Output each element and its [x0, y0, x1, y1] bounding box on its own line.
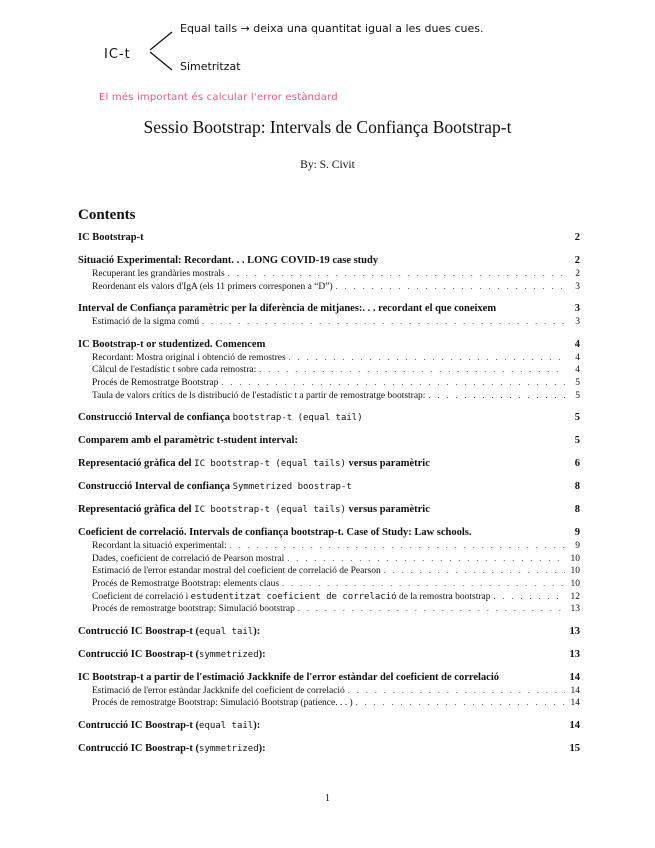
- toc-entry-title: Representació gràfica del IC bootstrap-t (equal tails) versus paramètric: [78, 504, 430, 516]
- toc-dot-leader: [287, 554, 565, 563]
- document-title: Sessio Bootstrap: Intervals de Confiança Bootstrap-t: [143, 117, 512, 137]
- toc-page-number: 5: [574, 435, 580, 447]
- handwritten-ic-label: IC-t: [104, 47, 131, 62]
- toc-page-number: 3: [575, 281, 580, 292]
- toc-page-number: 14: [569, 671, 580, 683]
- toc-page-number: 2: [574, 255, 580, 266]
- toc-entry-title: Estimació de l'error estàndar Jackknife del coeficient de correlació: [92, 685, 345, 696]
- toc-section-link[interactable]: [78, 649, 580, 663]
- toc-page-number: 6: [574, 458, 580, 470]
- toc-dot-leader: [356, 698, 565, 707]
- toc-page-number: 3: [575, 317, 580, 328]
- toc-entry-title: Recuperant les grandàries mostrals: [92, 269, 225, 279]
- toc-entry-title: Coeficient de correlació. Intervals de confiança bootstrap-t. Case of Study: Law schools.: [78, 527, 472, 539]
- toc-dot-leader: [221, 378, 565, 387]
- toc-page-number: 13: [569, 648, 580, 660]
- toc-entry-title: IC Bootstrap-t or studentized. Comencem: [78, 338, 266, 350]
- toc-page-number: 10: [570, 578, 580, 589]
- toc-section-link[interactable]: [78, 339, 580, 353]
- toc-dot-leader: [384, 566, 565, 575]
- toc-entry-title: Situació Experimental: Recordant. . . LONG COVID-19 case study: [78, 255, 379, 266]
- toc-dot-leader: [282, 579, 565, 588]
- toc-page-number: 14: [569, 719, 580, 731]
- toc-dot-leader: [230, 541, 565, 550]
- toc-subsection-link[interactable]: [78, 378, 580, 391]
- toc-section: [78, 458, 580, 472]
- toc-dot-leader: [289, 353, 565, 362]
- toc-dot-leader: [298, 604, 565, 613]
- toc-page-number: 10: [570, 566, 580, 577]
- toc-page-number: 9: [574, 527, 580, 539]
- toc-section: [78, 412, 580, 426]
- toc-entry-title: Coeficient de correlació i estudentitzat coeficient de correlació de la remostra bootstrap: [92, 591, 491, 602]
- toc-page-number: 12: [570, 591, 580, 602]
- toc-entry-title: Estimació de la sigma comú: [92, 317, 200, 328]
- toc-entry-title: Procés de remostratge bootstrap: Simulació bootstrap: [92, 604, 295, 615]
- toc-entry-title: Reordenant els valors d'IgA (els 11 primers corresponen a “D”): [92, 281, 333, 292]
- toc-subsection-link[interactable]: [78, 554, 580, 567]
- toc-entry-title: Comparem amb el paramètric t-student interval:: [78, 435, 298, 447]
- toc-section-link[interactable]: [78, 255, 580, 269]
- toc-section: [78, 527, 580, 617]
- toc-dot-leader: [428, 391, 565, 400]
- toc-page-number: 8: [574, 481, 580, 493]
- toc-entry-title: Construcció Interval de confiança bootstrap-t (equal tail): [78, 412, 363, 424]
- toc-dot-leader: [228, 269, 565, 278]
- toc-entry-title: Contrucció IC Boostrap-t (symmetrized):: [78, 742, 266, 754]
- toc-dot-leader: [336, 282, 565, 291]
- page-number: 1: [325, 793, 330, 804]
- toc-entry-title: Dades, coeficient de correlació de Pearson mostral: [92, 553, 285, 564]
- document-author: By: S. Civit: [300, 159, 355, 171]
- toc-subsection-link[interactable]: [78, 592, 580, 605]
- toc-section-link[interactable]: [78, 458, 580, 472]
- toc-page-number: 13: [570, 604, 580, 615]
- toc-subsection-link[interactable]: [78, 686, 580, 699]
- toc-subsection-link[interactable]: [78, 353, 580, 366]
- toc-section-link[interactable]: [78, 626, 580, 640]
- toc-page-number: 5: [575, 390, 580, 401]
- toc-section: [78, 232, 580, 246]
- toc-section: [78, 649, 580, 663]
- handwritten-equal-tails-note: Equal tails → deixa una quantitat igual a les dues cues.: [180, 22, 484, 35]
- toc-entry-title: Recordant la situació experimental:: [92, 541, 227, 552]
- toc-page-number: 10: [570, 553, 580, 564]
- toc-entry-title: IC Bootstrap-t: [78, 232, 144, 243]
- toc-subsection-link[interactable]: [78, 282, 580, 295]
- toc-subsection-link[interactable]: [78, 541, 580, 554]
- toc-section: [78, 504, 580, 518]
- toc-section-link[interactable]: [78, 743, 580, 757]
- toc-entry-title: Recordant: Mostra original i obtenció de remostres: [92, 352, 286, 363]
- toc-section: [78, 672, 580, 711]
- toc-page-number: 2: [574, 232, 580, 243]
- toc-section-link[interactable]: [78, 412, 580, 426]
- toc-page-number: 4: [575, 352, 580, 363]
- toc-section: [78, 743, 580, 757]
- toc-section-link[interactable]: [78, 504, 580, 518]
- toc-section: [78, 626, 580, 640]
- toc-subsection-link[interactable]: [78, 698, 580, 711]
- toc-section: [78, 339, 580, 403]
- toc-page-number: 2: [575, 269, 580, 279]
- toc-page-number: 9: [575, 541, 580, 552]
- toc-section-link[interactable]: [78, 720, 580, 734]
- toc-page-number: 13: [569, 625, 580, 637]
- toc-page-number: 5: [575, 377, 580, 388]
- toc-entry-title: Construcció Interval de confiança Symmetrized boostrap-t: [78, 481, 352, 493]
- toc-entry-title: Càlcul de l'estadístic t sobre cada remostra:: [92, 365, 257, 376]
- toc-entry-title: Procés de Remostratge Bootstrap: elements claus: [92, 578, 280, 589]
- toc-subsection-link[interactable]: [78, 365, 580, 378]
- toc-entry-title: IC Bootstrap-t a partir de l'estimació Jackknife de l'error estàndar del coeficient de correlació: [78, 671, 499, 683]
- toc-dot-leader: [493, 592, 565, 601]
- toc-section-link[interactable]: [78, 435, 580, 449]
- toc-page-number: 4: [575, 365, 580, 376]
- toc-entry-title: Contrucció IC Boostrap-t (symmetrized):: [78, 648, 266, 660]
- toc-subsection-link[interactable]: [78, 269, 580, 282]
- toc-subsection-link[interactable]: [78, 604, 580, 617]
- toc-section-link[interactable]: [78, 672, 580, 686]
- toc-page-number: 15: [569, 742, 580, 754]
- toc-section: [78, 481, 580, 495]
- toc-dot-leader: [259, 365, 565, 374]
- toc-page-number: 4: [574, 338, 580, 350]
- contents-heading: Contents: [78, 207, 136, 223]
- toc-entry-title: Contrucció IC Boostrap-t (equal tail):: [78, 625, 261, 637]
- toc-dot-leader: [202, 317, 565, 326]
- toc-page-number: 5: [574, 412, 580, 424]
- toc-section: [78, 720, 580, 734]
- toc-subsection-link[interactable]: [78, 566, 580, 579]
- toc-page-number: 14: [570, 685, 580, 696]
- toc-entry-title: Procés de remostratge Bootstrap: Simulació Bootstrap (patience. . . ): [92, 698, 353, 709]
- toc-section-link[interactable]: [78, 303, 580, 317]
- handwritten-pink-note: El més important és calcular l'error estàndard: [99, 92, 338, 103]
- toc-entry-title: Contrucció IC Boostrap-t (equal tail):: [78, 719, 261, 731]
- toc-section: [78, 435, 580, 449]
- toc-entry-title: Procés de Remostratge Bootstrap: [92, 377, 219, 388]
- toc-entry-title: Representació gràfica del IC bootstrap-t (equal tails) versus paramètric: [78, 458, 430, 470]
- toc-section-link[interactable]: [78, 527, 580, 541]
- toc-section-link[interactable]: [78, 232, 580, 246]
- toc-page-number: 14: [570, 698, 580, 709]
- toc-entry-title: Interval de Confiança paramètric per la diferència de mitjanes:. . . recordant el que coneixem: [78, 303, 497, 315]
- toc-entry-title: Estimació de l'error estandar mostral del coeficient de correlació de Pearson: [92, 566, 381, 577]
- toc-subsection-link[interactable]: [78, 391, 580, 404]
- toc-page-number: 8: [574, 504, 580, 516]
- toc-section: [78, 303, 580, 330]
- toc-section: [78, 255, 580, 294]
- toc-entry-title: Taula de valors crítics de ls distribució de l'estadístic t a partir de remostratge bootstrap:: [92, 390, 426, 401]
- toc-subsection-link[interactable]: [78, 579, 580, 592]
- toc-dot-leader: [348, 686, 565, 695]
- handwritten-simetritzat-note: Simetritzat: [180, 60, 241, 73]
- toc-subsection-link[interactable]: [78, 317, 580, 330]
- toc-section-link[interactable]: [78, 481, 580, 495]
- table-of-contents: [78, 232, 580, 766]
- toc-page-number: 3: [574, 303, 580, 315]
